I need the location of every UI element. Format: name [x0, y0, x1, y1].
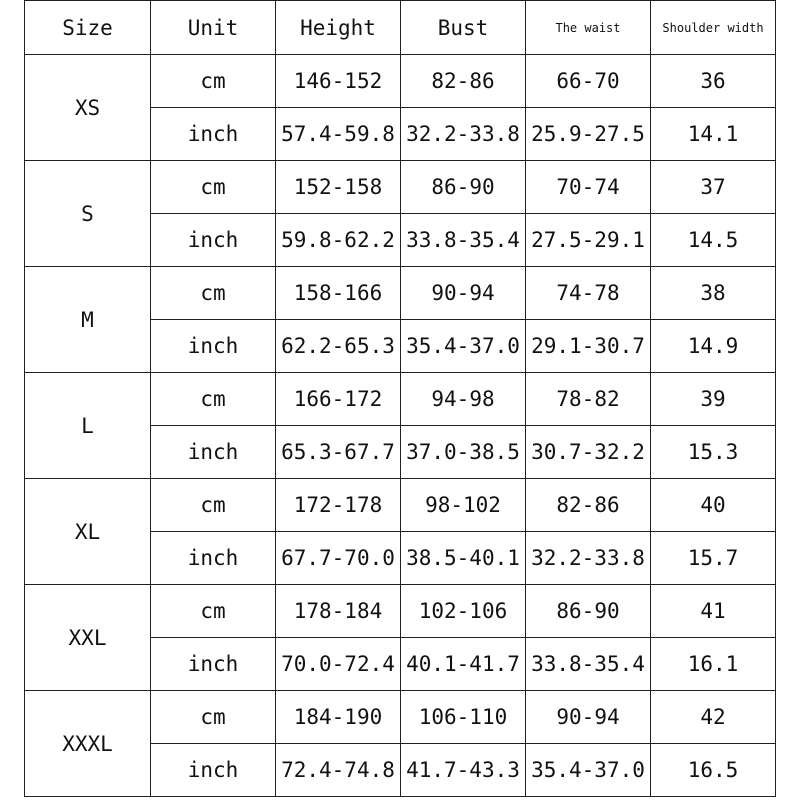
header-shoulder-width: Shoulder width: [651, 1, 776, 55]
waist-cell: 25.9-27.5: [526, 108, 651, 161]
table-row: [25, 267, 776, 320]
shoulder-cell: 39: [651, 373, 776, 426]
size-chart-table: [24, 0, 776, 797]
unit-cell: inch: [151, 214, 276, 267]
bust-cell: 37.0-38.5: [401, 426, 526, 479]
table-row: [25, 585, 776, 638]
size-label: XL: [25, 479, 151, 585]
waist-cell: 27.5-29.1: [526, 214, 651, 267]
waist-cell: 90-94: [526, 691, 651, 744]
height-cell: 184-190: [276, 691, 401, 744]
unit-cell: cm: [151, 55, 276, 108]
header-row: [25, 1, 776, 55]
height-cell: 158-166: [276, 267, 401, 320]
bust-cell: 38.5-40.1: [401, 532, 526, 585]
shoulder-cell: 42: [651, 691, 776, 744]
height-cell: 70.0-72.4: [276, 638, 401, 691]
waist-cell: 74-78: [526, 267, 651, 320]
unit-cell: cm: [151, 585, 276, 638]
bust-cell: 41.7-43.3: [401, 744, 526, 797]
header-waist: The waist: [526, 1, 651, 55]
waist-cell: 33.8-35.4: [526, 638, 651, 691]
waist-cell: 29.1-30.7: [526, 320, 651, 373]
height-cell: 172-178: [276, 479, 401, 532]
waist-cell: 66-70: [526, 55, 651, 108]
unit-cell: inch: [151, 108, 276, 161]
unit-cell: cm: [151, 479, 276, 532]
height-cell: 72.4-74.8: [276, 744, 401, 797]
size-label: M: [25, 267, 151, 373]
height-cell: 57.4-59.8: [276, 108, 401, 161]
unit-cell: inch: [151, 744, 276, 797]
shoulder-cell: 37: [651, 161, 776, 214]
shoulder-cell: 14.9: [651, 320, 776, 373]
height-cell: 59.8-62.2: [276, 214, 401, 267]
size-label: XXXL: [25, 691, 151, 797]
shoulder-cell: 14.5: [651, 214, 776, 267]
bust-cell: 86-90: [401, 161, 526, 214]
unit-cell: cm: [151, 161, 276, 214]
unit-cell: inch: [151, 426, 276, 479]
bust-cell: 32.2-33.8: [401, 108, 526, 161]
table-row: [25, 161, 776, 214]
height-cell: 178-184: [276, 585, 401, 638]
shoulder-cell: 15.3: [651, 426, 776, 479]
height-cell: 146-152: [276, 55, 401, 108]
height-cell: 67.7-70.0: [276, 532, 401, 585]
unit-cell: cm: [151, 267, 276, 320]
shoulder-cell: 41: [651, 585, 776, 638]
shoulder-cell: 15.7: [651, 532, 776, 585]
waist-cell: 32.2-33.8: [526, 532, 651, 585]
header-size: Size: [25, 1, 151, 55]
size-label: XXL: [25, 585, 151, 691]
bust-cell: 35.4-37.0: [401, 320, 526, 373]
waist-cell: 30.7-32.2: [526, 426, 651, 479]
bust-cell: 82-86: [401, 55, 526, 108]
shoulder-cell: 38: [651, 267, 776, 320]
header-bust: Bust: [401, 1, 526, 55]
height-cell: 62.2-65.3: [276, 320, 401, 373]
shoulder-cell: 40: [651, 479, 776, 532]
size-label: L: [25, 373, 151, 479]
bust-cell: 102-106: [401, 585, 526, 638]
waist-cell: 82-86: [526, 479, 651, 532]
shoulder-cell: 16.1: [651, 638, 776, 691]
unit-cell: inch: [151, 320, 276, 373]
size-label: XS: [25, 55, 151, 161]
height-cell: 152-158: [276, 161, 401, 214]
waist-cell: 70-74: [526, 161, 651, 214]
waist-cell: 86-90: [526, 585, 651, 638]
waist-cell: 35.4-37.0: [526, 744, 651, 797]
bust-cell: 33.8-35.4: [401, 214, 526, 267]
waist-cell: 78-82: [526, 373, 651, 426]
table-row: [25, 373, 776, 426]
bust-cell: 40.1-41.7: [401, 638, 526, 691]
unit-cell: cm: [151, 373, 276, 426]
header-unit: Unit: [151, 1, 276, 55]
bust-cell: 98-102: [401, 479, 526, 532]
table-row: [25, 479, 776, 532]
unit-cell: cm: [151, 691, 276, 744]
height-cell: 166-172: [276, 373, 401, 426]
shoulder-cell: 16.5: [651, 744, 776, 797]
table-row: [25, 691, 776, 744]
size-label: S: [25, 161, 151, 267]
header-height: Height: [276, 1, 401, 55]
shoulder-cell: 36: [651, 55, 776, 108]
bust-cell: 94-98: [401, 373, 526, 426]
unit-cell: inch: [151, 532, 276, 585]
table-row: [25, 55, 776, 108]
shoulder-cell: 14.1: [651, 108, 776, 161]
bust-cell: 106-110: [401, 691, 526, 744]
unit-cell: inch: [151, 638, 276, 691]
bust-cell: 90-94: [401, 267, 526, 320]
height-cell: 65.3-67.7: [276, 426, 401, 479]
